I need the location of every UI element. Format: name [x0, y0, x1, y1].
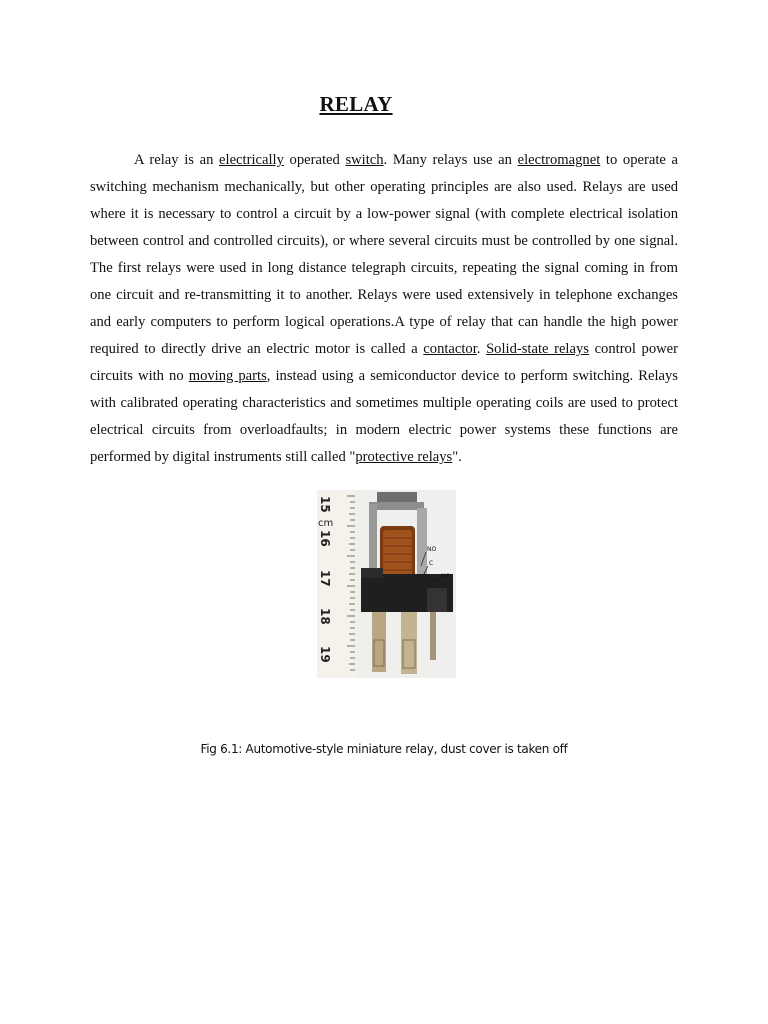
page-title: RELAY — [319, 92, 393, 116]
ruler-label-19: 19 — [318, 646, 332, 663]
figure-caption: Fig 6.1: Automotive-style miniature relay, dust cover is taken off — [200, 742, 568, 756]
ruler-label-cm: cm — [318, 518, 334, 529]
ruler-label-18: 18 — [318, 608, 332, 625]
link-switch[interactable]: switch — [345, 152, 384, 168]
pin-label-nc: NC — [441, 573, 450, 580]
relay-photo — [317, 490, 456, 678]
link-moving-parts[interactable]: moving parts — [188, 368, 267, 384]
ruler-label-15: 15 — [318, 496, 332, 513]
link-contactor[interactable]: contactor — [423, 341, 477, 357]
link-protective-relays[interactable]: protective relays — [355, 449, 453, 465]
link-electromagnet[interactable]: electromagnet — [517, 152, 601, 168]
pin-label-c: C — [429, 560, 434, 567]
link-solid-state-relays[interactable]: Solid-state relays — [486, 341, 589, 357]
ruler-label-16: 16 — [318, 530, 332, 547]
link-electrically[interactable]: electrically — [219, 152, 284, 168]
ruler-label-17: 17 — [318, 570, 332, 587]
pin-label-no: NO — [427, 546, 437, 553]
body-paragraph: A relay is an electrically operated switch. Many relays use an electromagnet to operate a switching mechanism mechanically, but other operating principles are also used. Relays are used where it is necessary to control a circuit by a low-power signal (with complete electrical isolation between control and controlled circuits), or where several circuits must be controlled by one signal. The first relays were used in long distance telegraph circuits, repeating the signal coming in from one circuit and re-transmitting it to another. Relays were used extensively in telephone exchanges and early computers to perform logical operations.A type of relay that can handle the high power required to directly drive an electric motor is called a contactor. Solid-state relays control power circuits with no moving parts, instead using a semiconductor device to perform switching. Relays with calibrated operating characteristics and sometimes multiple operating coils are used to protect electrical circuits from overloadfaults; in modern electric power systems these functions are performed by digital instruments still called "protective relays". — [90, 152, 679, 465]
